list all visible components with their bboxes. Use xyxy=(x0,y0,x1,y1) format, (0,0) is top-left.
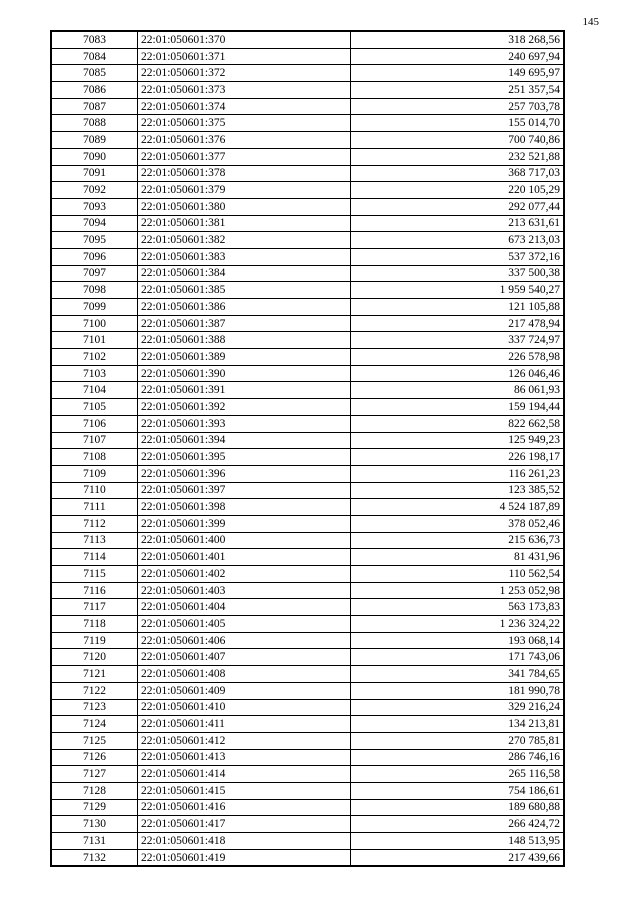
cadastral-value-cell: 318 268,56 xyxy=(351,31,565,48)
row-number-cell: 7121 xyxy=(51,666,138,683)
table-row xyxy=(51,632,564,649)
row-number-cell: 7112 xyxy=(51,515,138,532)
cadastral-number-cell: 22:01:050601:372 xyxy=(138,65,351,82)
cadastral-value-cell: 226 578,98 xyxy=(351,349,565,366)
row-number-cell: 7090 xyxy=(51,148,138,165)
table-row xyxy=(51,782,564,799)
cadastral-number-cell: 22:01:050601:405 xyxy=(138,616,351,633)
cadastral-value-cell: 126 046,46 xyxy=(351,365,565,382)
cadastral-number-cell: 22:01:050601:400 xyxy=(138,532,351,549)
cadastral-value-cell: 329 216,24 xyxy=(351,699,565,716)
table-row xyxy=(51,198,564,215)
cadastral-number-cell: 22:01:050601:371 xyxy=(138,48,351,65)
cadastral-number-cell: 22:01:050601:402 xyxy=(138,566,351,583)
row-number-cell: 7119 xyxy=(51,632,138,649)
table-row xyxy=(51,849,564,866)
cadastral-number-cell: 22:01:050601:419 xyxy=(138,849,351,866)
table-row xyxy=(51,599,564,616)
row-number-cell: 7091 xyxy=(51,165,138,182)
row-number-cell: 7102 xyxy=(51,349,138,366)
row-number-cell: 7113 xyxy=(51,532,138,549)
row-number-cell: 7096 xyxy=(51,248,138,265)
cadastral-value-cell: 4 524 187,89 xyxy=(351,499,565,516)
table-row xyxy=(51,582,564,599)
cadastral-value-cell: 220 105,29 xyxy=(351,182,565,199)
row-number-cell: 7107 xyxy=(51,432,138,449)
row-number-cell: 7100 xyxy=(51,315,138,332)
cadastral-number-cell: 22:01:050601:393 xyxy=(138,415,351,432)
table-row xyxy=(51,182,564,199)
cadastral-value-cell: 217 478,94 xyxy=(351,315,565,332)
cadastral-value-cell: 337 724,97 xyxy=(351,332,565,349)
row-number-cell: 7089 xyxy=(51,132,138,149)
cadastral-number-cell: 22:01:050601:385 xyxy=(138,282,351,299)
table-row xyxy=(51,515,564,532)
cadastral-number-cell: 22:01:050601:386 xyxy=(138,299,351,316)
cadastral-value-cell: 148 513,95 xyxy=(351,833,565,850)
row-number-cell: 7111 xyxy=(51,499,138,516)
cadastral-number-cell: 22:01:050601:373 xyxy=(138,82,351,99)
cadastral-number-cell: 22:01:050601:384 xyxy=(138,265,351,282)
row-number-cell: 7108 xyxy=(51,449,138,466)
table-row xyxy=(51,749,564,766)
table-row xyxy=(51,165,564,182)
row-number-cell: 7086 xyxy=(51,82,138,99)
row-number-cell: 7114 xyxy=(51,549,138,566)
cadastral-value-cell: 193 068,14 xyxy=(351,632,565,649)
cadastral-value-cell: 270 785,81 xyxy=(351,732,565,749)
table-row xyxy=(51,566,564,583)
cadastral-value-cell: 1 959 540,27 xyxy=(351,282,565,299)
row-number-cell: 7085 xyxy=(51,65,138,82)
table-row xyxy=(51,299,564,316)
row-number-cell: 7129 xyxy=(51,799,138,816)
cadastral-value-cell: 149 695,97 xyxy=(351,65,565,82)
row-number-cell: 7125 xyxy=(51,732,138,749)
cadastral-value-cell: 292 077,44 xyxy=(351,198,565,215)
table-row xyxy=(51,716,564,733)
cadastral-number-cell: 22:01:050601:418 xyxy=(138,833,351,850)
cadastral-number-cell: 22:01:050601:403 xyxy=(138,582,351,599)
table-row xyxy=(51,415,564,432)
table-row xyxy=(51,549,564,566)
cadastral-number-cell: 22:01:050601:413 xyxy=(138,749,351,766)
cadastral-number-cell: 22:01:050601:374 xyxy=(138,98,351,115)
table-row xyxy=(51,766,564,783)
cadastral-value-cell: 123 385,52 xyxy=(351,482,565,499)
table-row xyxy=(51,82,564,99)
cadastral-value-cell: 86 061,93 xyxy=(351,382,565,399)
cadastral-number-cell: 22:01:050601:392 xyxy=(138,399,351,416)
cadastral-number-cell: 22:01:050601:398 xyxy=(138,499,351,516)
row-number-cell: 7106 xyxy=(51,415,138,432)
cadastral-number-cell: 22:01:050601:387 xyxy=(138,315,351,332)
cadastral-value-cell: 754 186,61 xyxy=(351,782,565,799)
cadastral-value-cell: 81 431,96 xyxy=(351,549,565,566)
table-row xyxy=(51,98,564,115)
row-number-cell: 7123 xyxy=(51,699,138,716)
table-row xyxy=(51,732,564,749)
cadastral-value-cell: 251 357,54 xyxy=(351,82,565,99)
cadastral-value-cell: 121 105,88 xyxy=(351,299,565,316)
row-number-cell: 7130 xyxy=(51,816,138,833)
cadastral-value-cell: 213 631,61 xyxy=(351,215,565,232)
cadastral-value-cell: 189 680,88 xyxy=(351,799,565,816)
table-row xyxy=(51,382,564,399)
table-row xyxy=(51,148,564,165)
cadastral-number-cell: 22:01:050601:406 xyxy=(138,632,351,649)
cadastral-value-cell: 217 439,66 xyxy=(351,849,565,866)
cadastral-number-cell: 22:01:050601:416 xyxy=(138,799,351,816)
cadastral-number-cell: 22:01:050601:399 xyxy=(138,515,351,532)
cadastral-value-cell: 226 198,17 xyxy=(351,449,565,466)
table-row xyxy=(51,833,564,850)
cadastral-value-cell: 265 116,58 xyxy=(351,766,565,783)
table-row xyxy=(51,432,564,449)
cadastral-number-cell: 22:01:050601:389 xyxy=(138,349,351,366)
cadastral-value-cell: 155 014,70 xyxy=(351,115,565,132)
table-row xyxy=(51,282,564,299)
row-number-cell: 7132 xyxy=(51,849,138,866)
row-number-cell: 7101 xyxy=(51,332,138,349)
cadastral-number-cell: 22:01:050601:397 xyxy=(138,482,351,499)
cadastral-number-cell: 22:01:050601:407 xyxy=(138,649,351,666)
cadastral-value-cell: 134 213,81 xyxy=(351,716,565,733)
row-number-cell: 7120 xyxy=(51,649,138,666)
table-row xyxy=(51,699,564,716)
cadastral-number-cell: 22:01:050601:414 xyxy=(138,766,351,783)
row-number-cell: 7105 xyxy=(51,399,138,416)
row-number-cell: 7095 xyxy=(51,232,138,249)
row-number-cell: 7116 xyxy=(51,582,138,599)
page-number: 145 xyxy=(582,16,599,28)
table-row xyxy=(51,248,564,265)
row-number-cell: 7094 xyxy=(51,215,138,232)
table-row xyxy=(51,31,564,48)
cadastral-value-cell: 563 173,83 xyxy=(351,599,565,616)
row-number-cell: 7103 xyxy=(51,365,138,382)
table-row xyxy=(51,616,564,633)
table-body xyxy=(51,31,564,866)
row-number-cell: 7128 xyxy=(51,782,138,799)
cadastral-value-cell: 1 253 052,98 xyxy=(351,582,565,599)
cadastral-number-cell: 22:01:050601:411 xyxy=(138,716,351,733)
cadastral-value-cell: 341 784,65 xyxy=(351,666,565,683)
cadastral-value-cell: 215 636,73 xyxy=(351,532,565,549)
table-row xyxy=(51,682,564,699)
cadastral-number-cell: 22:01:050601:390 xyxy=(138,365,351,382)
cadastral-value-cell: 110 562,54 xyxy=(351,566,565,583)
table-row xyxy=(51,666,564,683)
row-number-cell: 7099 xyxy=(51,299,138,316)
cadastral-value-cell: 171 743,06 xyxy=(351,649,565,666)
cadastral-number-cell: 22:01:050601:375 xyxy=(138,115,351,132)
table-row xyxy=(51,482,564,499)
table-row xyxy=(51,349,564,366)
cadastral-value-cell: 181 990,78 xyxy=(351,682,565,699)
cadastral-number-cell: 22:01:050601:401 xyxy=(138,549,351,566)
cadastral-number-cell: 22:01:050601:377 xyxy=(138,148,351,165)
row-number-cell: 7117 xyxy=(51,599,138,616)
table-row xyxy=(51,532,564,549)
table-row xyxy=(51,232,564,249)
cadastral-value-cell: 116 261,23 xyxy=(351,465,565,482)
cadastral-number-cell: 22:01:050601:388 xyxy=(138,332,351,349)
table-row xyxy=(51,315,564,332)
cadastral-value-cell: 240 697,94 xyxy=(351,48,565,65)
table-row xyxy=(51,649,564,666)
table-row xyxy=(51,465,564,482)
row-number-cell: 7110 xyxy=(51,482,138,499)
row-number-cell: 7097 xyxy=(51,265,138,282)
table-row xyxy=(51,449,564,466)
table-row xyxy=(51,365,564,382)
table-row xyxy=(51,265,564,282)
table-row xyxy=(51,799,564,816)
row-number-cell: 7124 xyxy=(51,716,138,733)
row-number-cell: 7126 xyxy=(51,749,138,766)
cadastral-number-cell: 22:01:050601:394 xyxy=(138,432,351,449)
cadastral-number-cell: 22:01:050601:380 xyxy=(138,198,351,215)
cadastral-value-cell: 232 521,88 xyxy=(351,148,565,165)
cadastral-value-cell: 125 949,23 xyxy=(351,432,565,449)
row-number-cell: 7131 xyxy=(51,833,138,850)
row-number-cell: 7122 xyxy=(51,682,138,699)
cadastral-number-cell: 22:01:050601:408 xyxy=(138,666,351,683)
row-number-cell: 7083 xyxy=(51,31,138,48)
cadastral-value-cell: 159 194,44 xyxy=(351,399,565,416)
table-row xyxy=(51,65,564,82)
cadastral-value-cell: 257 703,78 xyxy=(351,98,565,115)
cadastral-number-cell: 22:01:050601:396 xyxy=(138,465,351,482)
cadastral-number-cell: 22:01:050601:412 xyxy=(138,732,351,749)
row-number-cell: 7093 xyxy=(51,198,138,215)
cadastral-value-cell: 537 372,16 xyxy=(351,248,565,265)
cadastral-number-cell: 22:01:050601:415 xyxy=(138,782,351,799)
table-row xyxy=(51,399,564,416)
cadastral-number-cell: 22:01:050601:409 xyxy=(138,682,351,699)
row-number-cell: 7115 xyxy=(51,566,138,583)
cadastral-number-cell: 22:01:050601:404 xyxy=(138,599,351,616)
row-number-cell: 7118 xyxy=(51,616,138,633)
cadastral-number-cell: 22:01:050601:417 xyxy=(138,816,351,833)
cadastral-value-table xyxy=(50,30,565,867)
cadastral-value-cell: 700 740,86 xyxy=(351,132,565,149)
row-number-cell: 7088 xyxy=(51,115,138,132)
table-row xyxy=(51,816,564,833)
cadastral-value-cell: 822 662,58 xyxy=(351,415,565,432)
row-number-cell: 7084 xyxy=(51,48,138,65)
row-number-cell: 7104 xyxy=(51,382,138,399)
cadastral-value-cell: 673 213,03 xyxy=(351,232,565,249)
cadastral-number-cell: 22:01:050601:378 xyxy=(138,165,351,182)
cadastral-value-cell: 378 052,46 xyxy=(351,515,565,532)
cadastral-value-cell: 337 500,38 xyxy=(351,265,565,282)
cadastral-value-cell: 286 746,16 xyxy=(351,749,565,766)
cadastral-number-cell: 22:01:050601:410 xyxy=(138,699,351,716)
cadastral-number-cell: 22:01:050601:383 xyxy=(138,248,351,265)
cadastral-number-cell: 22:01:050601:381 xyxy=(138,215,351,232)
row-number-cell: 7087 xyxy=(51,98,138,115)
cadastral-number-cell: 22:01:050601:376 xyxy=(138,132,351,149)
row-number-cell: 7092 xyxy=(51,182,138,199)
cadastral-number-cell: 22:01:050601:382 xyxy=(138,232,351,249)
row-number-cell: 7109 xyxy=(51,465,138,482)
cadastral-number-cell: 22:01:050601:395 xyxy=(138,449,351,466)
table-row xyxy=(51,132,564,149)
table-row xyxy=(51,115,564,132)
cadastral-number-cell: 22:01:050601:370 xyxy=(138,31,351,48)
row-number-cell: 7127 xyxy=(51,766,138,783)
row-number-cell: 7098 xyxy=(51,282,138,299)
table-row xyxy=(51,499,564,516)
table-row xyxy=(51,215,564,232)
cadastral-value-cell: 266 424,72 xyxy=(351,816,565,833)
cadastral-number-cell: 22:01:050601:379 xyxy=(138,182,351,199)
table-row xyxy=(51,48,564,65)
cadastral-value-cell: 1 236 324,22 xyxy=(351,616,565,633)
cadastral-value-cell: 368 717,03 xyxy=(351,165,565,182)
table-row xyxy=(51,332,564,349)
cadastral-number-cell: 22:01:050601:391 xyxy=(138,382,351,399)
